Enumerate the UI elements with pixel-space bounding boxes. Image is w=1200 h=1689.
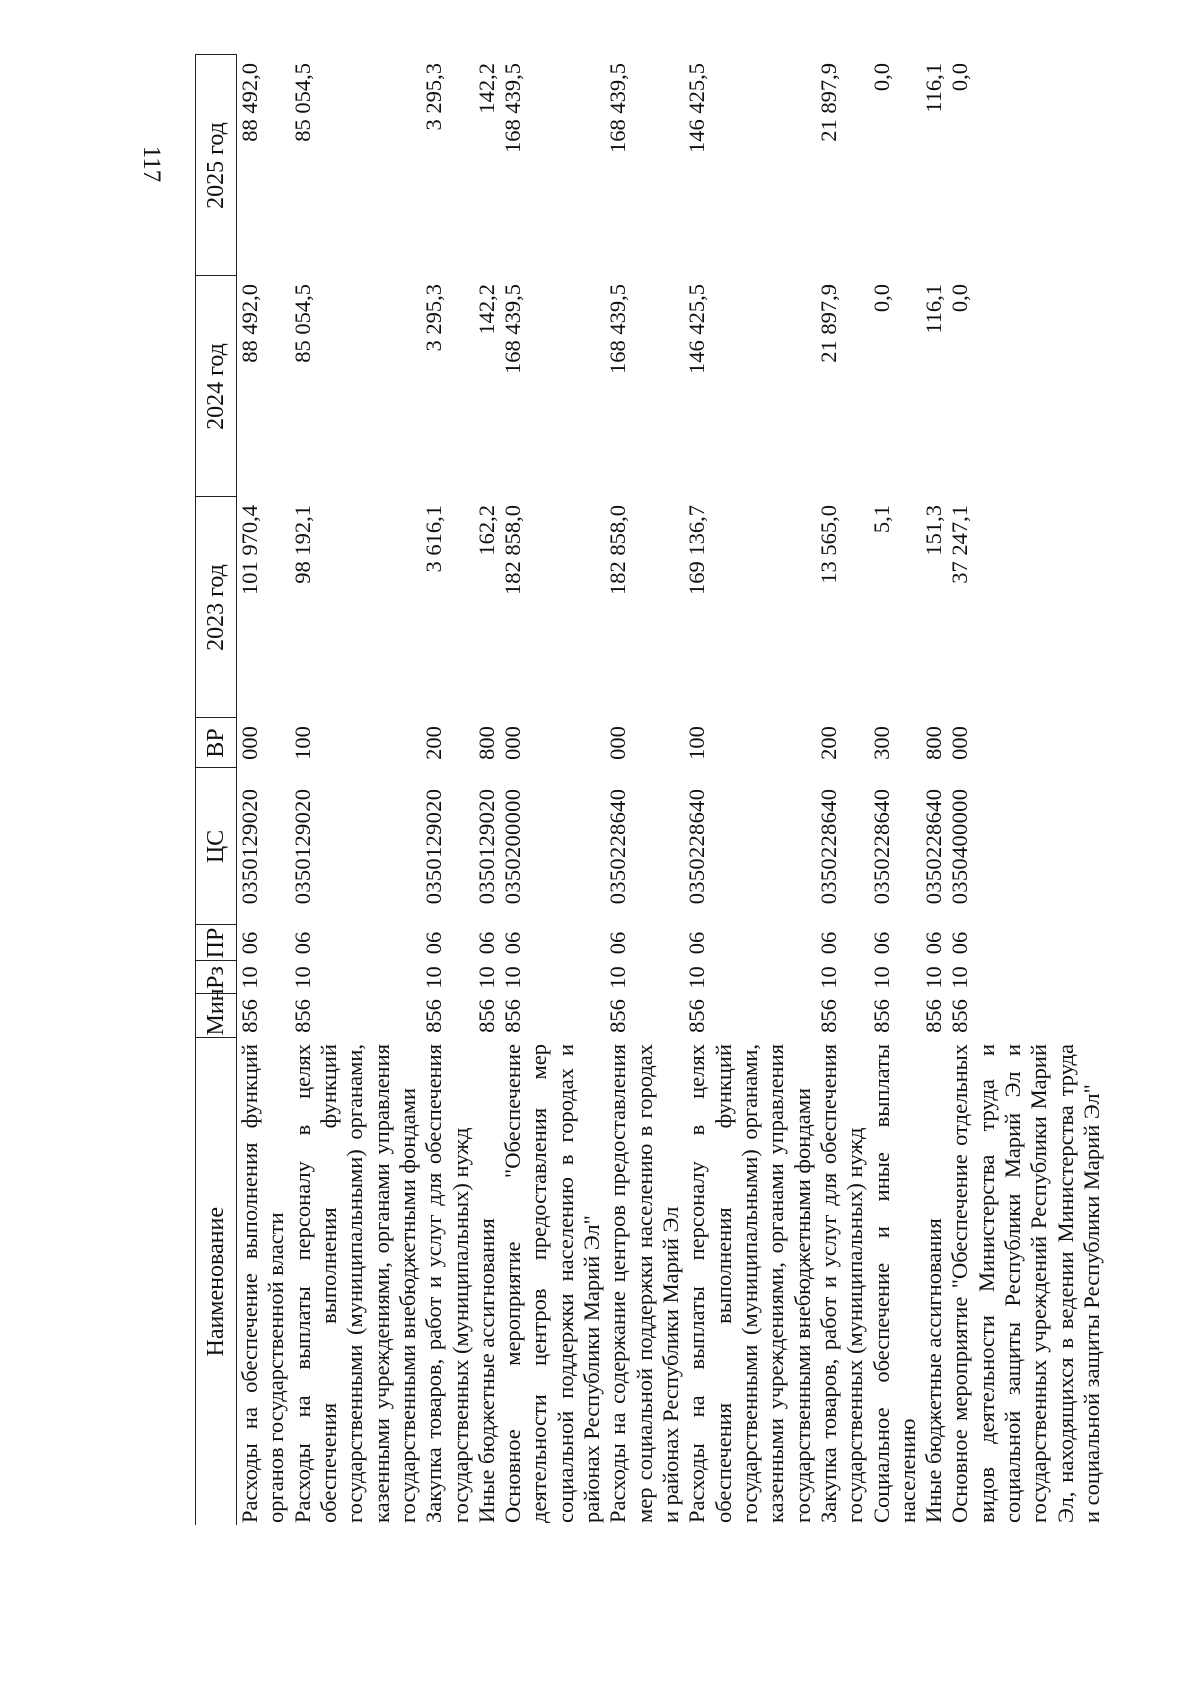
row-rz-cell: 10 [605,966,631,989]
row-rz-cell: 10 [815,966,841,989]
header-pr: ПР [196,925,237,961]
row-min-cell: 856 [815,999,841,1033]
row-vr-cell: 200 [815,726,841,760]
row-2024-value: 3 295,3 [421,284,447,352]
row-2023-value: 3 616,1 [421,505,447,573]
row-cs-cell: 0350200000 [500,788,526,905]
table-row [684,55,816,1525]
table-row [290,55,422,1525]
row-cs-cell: 0350129020 [473,788,499,905]
table-row [474,55,500,1525]
row-rz-cell: 10 [289,966,315,989]
row-2024-value: 85 054,5 [289,284,315,363]
table-row [816,55,869,1525]
row-cs-cell: 0350400000 [947,788,973,905]
row-min-cell: 856 [921,999,947,1033]
row-vr-cell: 200 [421,726,447,760]
row-2023-value: 5,1 [868,505,894,534]
row-2024-value: 142,2 [473,284,499,335]
row-name-cell: Основное мероприятие "Обеспечение отдельных видов деятельности Министерства труда и социальной защиты Республики Марий Эл и государственных учреждений Республики Марий Эл, находящихся в ведении Министерства труда и социальной защиты Республики Марий Эл" [947,1044,1104,1523]
row-vr-cell: 800 [921,726,947,760]
row-2023-value: 182 858,0 [500,505,526,595]
row-pr-cell: 06 [421,931,447,955]
row-pr-cell: 06 [500,931,526,955]
row-2023-value: 98 192,1 [289,505,315,584]
row-2025-value: 0,0 [868,63,894,92]
table-row [421,55,474,1525]
row-2023-value: 162,2 [473,505,499,556]
row-rz-cell: 10 [684,966,710,989]
row-rz-cell: 10 [500,966,526,989]
table-row [237,55,290,1525]
header-2024: 2024 год [196,276,237,497]
row-rz-cell: 10 [421,966,447,989]
row-2024-value: 146 425,5 [684,284,710,374]
row-pr-cell: 06 [473,931,499,955]
row-min-cell: 856 [947,999,973,1033]
row-vr-cell: 000 [605,726,631,760]
row-2023-value: 182 858,0 [605,505,631,595]
budget-table [195,55,1105,1526]
row-pr-cell: 06 [289,931,315,955]
row-vr-cell: 100 [289,726,315,760]
row-name-cell: Основное мероприятие "Обеспечение деятельности центров предоставления мер социальной поддержки населению в городах и районах Республики Марий Эл" [500,1044,605,1523]
header-name: Наименование [196,1038,237,1525]
row-2024-value: 88 492,0 [237,284,262,363]
row-min-cell: 856 [237,999,262,1033]
row-pr-cell: 06 [921,931,947,955]
row-min-cell: 856 [605,999,631,1033]
row-cs-cell: 0350228640 [921,788,947,905]
header-min: Мин [196,994,237,1038]
row-cs-cell: 0350129020 [289,788,315,905]
row-name-cell: Закупка товаров, работ и услуг для обеспечения государственных (муниципальных) нужд [421,1044,473,1523]
row-2024-value: 168 439,5 [500,284,526,374]
table-row [869,55,922,1525]
row-cs-cell: 0350228640 [868,788,894,905]
row-2024-value: 21 897,9 [815,284,841,363]
table-row [947,55,1105,1525]
row-2025-value: 21 897,9 [815,63,841,142]
row-vr-cell: 800 [473,726,499,760]
row-vr-cell: 100 [684,726,710,760]
table-row [605,55,684,1525]
row-2024-value: 0,0 [868,284,894,313]
header-2023: 2023 год [196,497,237,718]
table-body [237,55,1106,1525]
row-vr-cell: 000 [947,726,973,760]
row-2024-value: 168 439,5 [605,284,631,374]
header-rz: Рз [196,961,237,994]
row-pr-cell: 06 [815,931,841,955]
row-min-cell: 856 [684,999,710,1033]
row-2023-value: 169 136,7 [684,505,710,595]
row-2025-value: 168 439,5 [500,63,526,153]
row-vr-cell: 000 [237,726,262,760]
row-pr-cell: 06 [868,931,894,955]
row-2025-value: 88 492,0 [237,63,262,142]
row-name-cell: Иные бюджетные ассигнования [921,1218,947,1523]
row-rz-cell: 10 [921,966,947,989]
row-min-cell: 856 [868,999,894,1033]
row-rz-cell: 10 [237,966,262,989]
row-pr-cell: 06 [684,931,710,955]
row-2023-value: 13 565,0 [815,505,841,584]
rotated-page-content [195,55,1104,1525]
row-cs-cell: 0350228640 [684,788,710,905]
row-cs-cell: 0350228640 [605,788,631,905]
row-rz-cell: 10 [473,966,499,989]
row-pr-cell: 06 [947,931,973,955]
header-2025: 2025 год [196,55,237,276]
row-2023-value: 37 247,1 [947,505,973,584]
row-2025-value: 116,1 [921,63,947,113]
row-rz-cell: 10 [868,966,894,989]
row-name-cell: Социальное обеспечение и иные выплаты населению [868,1044,920,1523]
row-vr-cell: 000 [500,726,526,760]
row-min-cell: 856 [289,999,315,1033]
row-min-cell: 856 [473,999,499,1033]
row-vr-cell: 300 [868,726,894,760]
row-2025-value: 85 054,5 [289,63,315,142]
row-name-cell: Расходы на обеспечение выполнения функций органов государственной власти [237,1044,289,1523]
row-name-cell: Расходы на содержание центров предоставления мер социальной поддержки населению в городах и районах Республики Марий Эл [605,1044,683,1523]
row-cs-cell: 0350129020 [237,788,262,905]
row-name-cell: Иные бюджетные ассигнования [473,1218,499,1523]
row-cs-cell: 0350129020 [421,788,447,905]
row-2025-value: 142,2 [473,63,499,114]
row-2025-value: 168 439,5 [605,63,631,153]
row-cs-cell: 0350228640 [815,788,841,905]
row-name-cell: Закупка товаров, работ и услуг для обеспечения государственных (муниципальных) нужд [815,1044,868,1523]
header-vr: ВР [196,718,237,768]
row-min-cell: 856 [500,999,526,1033]
row-pr-cell: 06 [237,931,262,955]
row-2024-value: 116,1 [921,284,947,334]
row-pr-cell: 06 [605,931,631,955]
row-2025-value: 146 425,5 [684,63,710,153]
row-name-cell: Расходы на выплаты персоналу в целях обеспечения выполнения функций государственными (муниципальными) органами, казенными учреждениями, органами управления государственными внебюджетными фондами [684,1044,815,1523]
row-2023-value: 101 970,4 [237,505,262,595]
table-header [196,55,237,1525]
row-2025-value: 3 295,3 [421,63,447,131]
row-name-cell: Расходы на выплаты персоналу в целях обеспечения выполнения функций государственными (муниципальными) органами, казенными учреждениями, органами управления государственными внебюджетными фондами [289,1044,420,1523]
row-2025-value: 0,0 [947,63,973,92]
row-2024-value: 0,0 [947,284,973,313]
table-row [921,55,947,1525]
row-2023-value: 151,3 [921,505,947,556]
row-min-cell: 856 [421,999,447,1033]
row-rz-cell: 10 [947,966,973,989]
table-row [500,55,605,1525]
header-cs: ЦС [196,768,237,925]
page-number: 117 [138,145,165,183]
